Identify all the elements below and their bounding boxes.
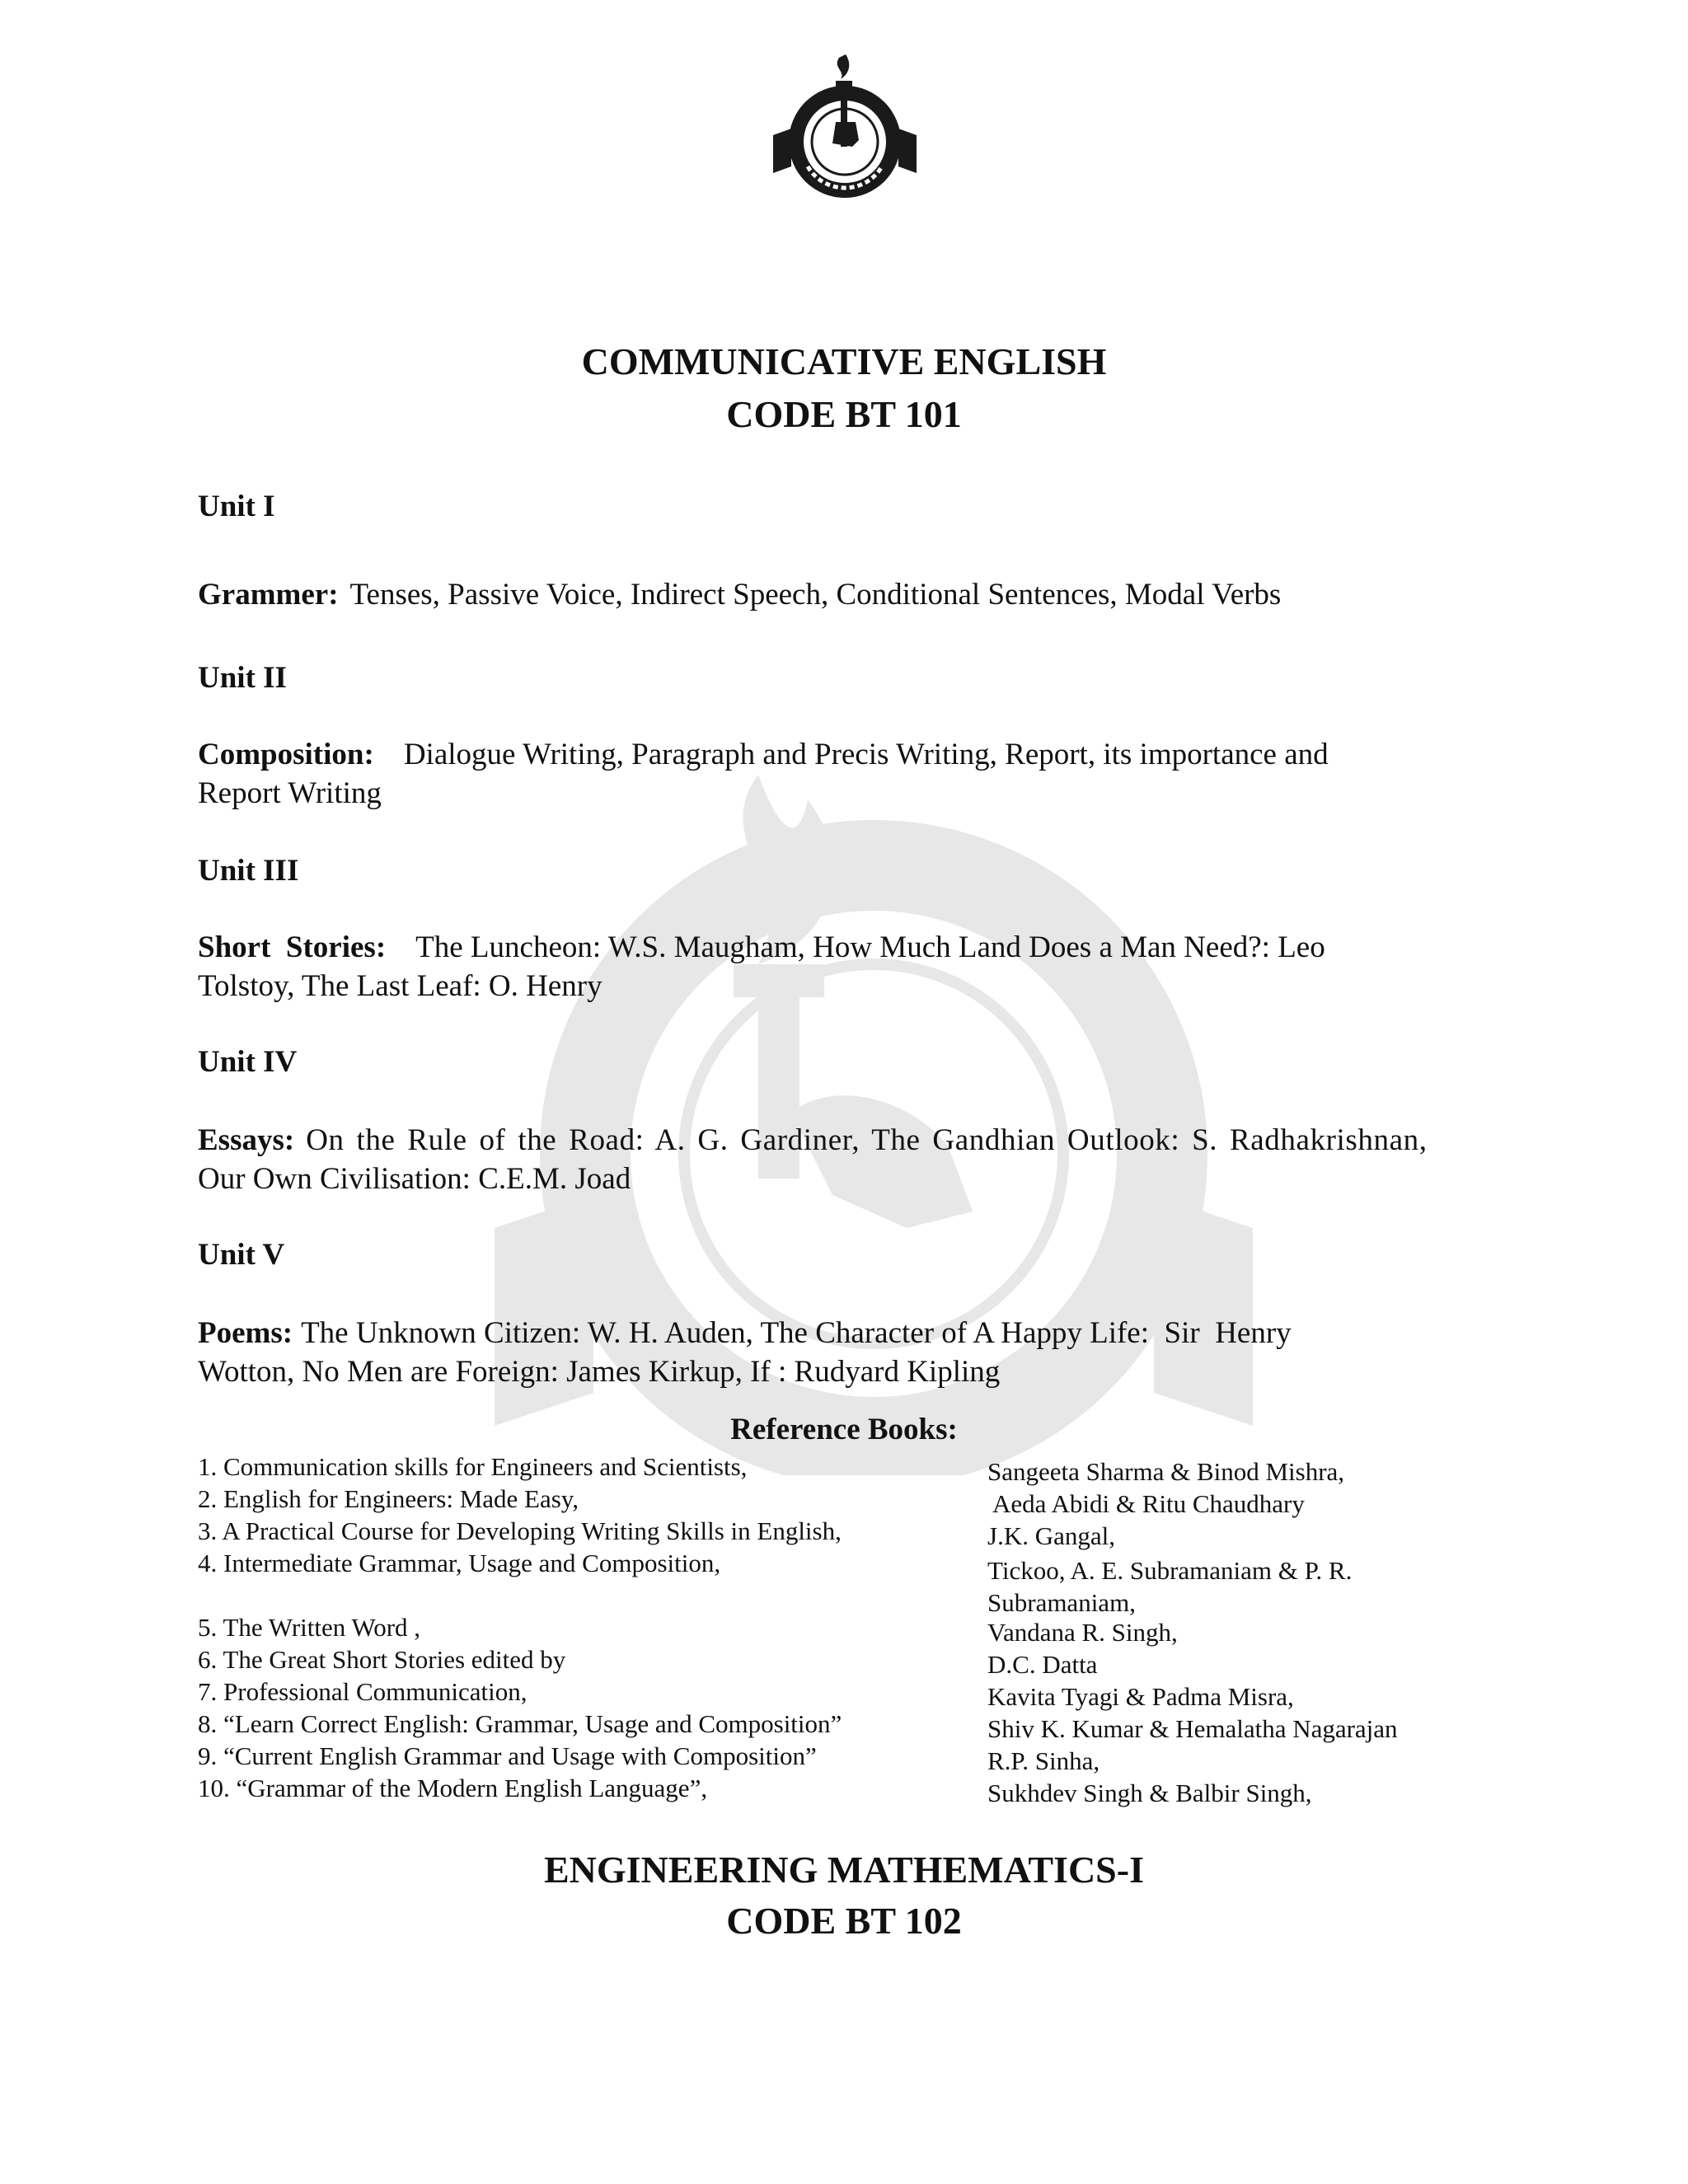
- unit-topic-label: Short Stories:: [198, 930, 387, 964]
- unit-heading: Unit III: [198, 854, 299, 888]
- course-code: CODE BT 102: [726, 1900, 962, 1942]
- reference-book-author: Aeda Abidi & Ritu Chaudhary: [987, 1489, 1305, 1518]
- unit-topic-text-continued: Report Writing: [198, 776, 382, 810]
- unit-content: [198, 928, 1467, 1005]
- unit-topic-text: Tenses, Passive Voice, Indirect Speech, Conditional Sentences, Modal Verbs: [349, 578, 1282, 612]
- reference-book-author: Tickoo, A. E. Subramaniam & P. R.: [987, 1556, 1353, 1585]
- unit-topic-label: Grammer:: [198, 578, 339, 612]
- reference-books-heading: Reference Books:: [730, 1413, 958, 1446]
- unit-topic-text-continued: Wotton, No Men are Foreign: James Kirkup, If : Rudyard Kipling: [198, 1355, 1001, 1389]
- unit-content: [198, 1121, 1467, 1198]
- unit-topic-text: On the Rule of the Road: A. G. Gardiner, The Gandhian Outlook: S. Radhakrishnan,: [306, 1123, 1428, 1157]
- reference-book-author: Shiv K. Kumar & Hemalatha Nagarajan: [987, 1714, 1398, 1743]
- course-title: ENGINEERING MATHEMATICS-I: [544, 1849, 1144, 1891]
- unit-topic-label: Poems:: [198, 1316, 293, 1350]
- unit-topic-text: Dialogue Writing, Paragraph and Precis Writing, Report, its importance and: [403, 738, 1329, 771]
- unit-heading: Unit II: [198, 661, 287, 695]
- reference-book-title: 3. A Practical Course for Developing Writing Skills in English,: [198, 1516, 842, 1545]
- reference-book-author: R.P. Sinha,: [987, 1746, 1100, 1775]
- unit-content: [198, 575, 1467, 614]
- reference-book-title: 1. Communication skills for Engineers and Scientists,: [198, 1452, 748, 1481]
- unit-content: [198, 1314, 1467, 1391]
- reference-book-author: Kavita Tyagi & Padma Misra,: [987, 1682, 1294, 1711]
- reference-book-title: 6. The Great Short Stories edited by: [198, 1645, 566, 1674]
- unit-topic-text-continued: Tolstoy, The Last Leaf: O. Henry: [198, 969, 603, 1003]
- unit-heading: Unit IV: [198, 1045, 298, 1079]
- reference-book-title: 9. “Current English Grammar and Usage with Composition”: [198, 1741, 817, 1770]
- unit-topic-label: Composition:: [198, 738, 374, 771]
- reference-book-title: 4. Intermediate Grammar, Usage and Composition,: [198, 1549, 721, 1577]
- unit-heading: Unit I: [198, 490, 275, 523]
- reference-book-title: 5. The Written Word ,: [198, 1613, 421, 1642]
- reference-book-author: Vandana R. Singh,: [987, 1618, 1178, 1647]
- reference-book-author: Subramaniam,: [987, 1588, 1136, 1617]
- reference-book-author: Sangeeta Sharma & Binod Mishra,: [987, 1457, 1345, 1486]
- unit-content: [198, 735, 1467, 813]
- unit-heading: Unit V: [198, 1238, 285, 1272]
- unit-topic-text: The Luncheon: W.S. Maugham, How Much Land Does a Man Need?: Leo: [415, 930, 1325, 964]
- reference-book-title: 2. English for Engineers: Made Easy,: [198, 1484, 579, 1513]
- unit-topic-label: Essays:: [198, 1123, 295, 1157]
- course-title: COMMUNICATIVE ENGLISH: [581, 340, 1107, 382]
- reference-book-title: 10. “Grammar of the Modern English Language”,: [198, 1774, 708, 1802]
- course-code: CODE BT 101: [726, 393, 962, 435]
- unit-topic-text-continued: Our Own Civilisation: C.E.M. Joad: [198, 1162, 631, 1196]
- reference-book-author: J.K. Gangal,: [987, 1521, 1115, 1550]
- university-seal-icon: [767, 43, 923, 208]
- reference-book-title: 7. Professional Communication,: [198, 1677, 528, 1706]
- reference-book-author: D.C. Datta: [987, 1650, 1098, 1679]
- reference-book-author: Sukhdev Singh & Balbir Singh,: [987, 1779, 1312, 1807]
- reference-book-title: 8. “Learn Correct English: Grammar, Usage and Composition”: [198, 1709, 842, 1738]
- unit-topic-text: The Unknown Citizen: W. H. Auden, The Character of A Happy Life: Sir Henry: [301, 1316, 1292, 1350]
